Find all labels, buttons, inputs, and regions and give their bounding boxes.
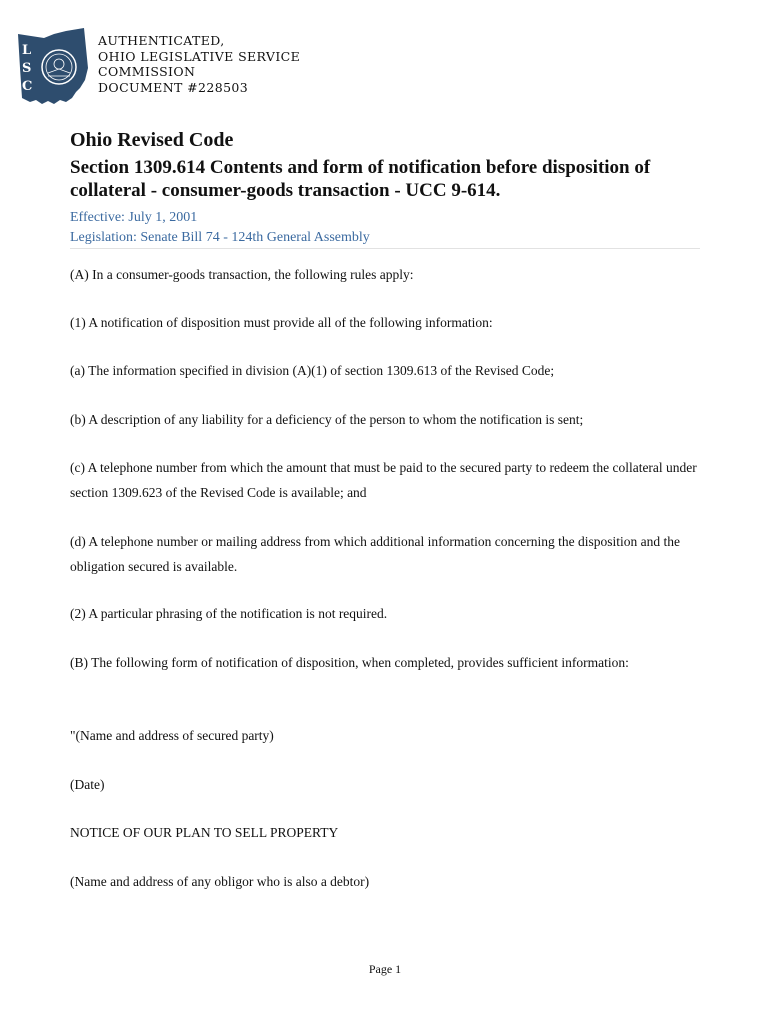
legislation: Legislation: Senate Bill 74 - 124th General Assembly xyxy=(70,230,370,245)
stamp-line-4: DOCUMENT #228503 xyxy=(98,79,249,95)
header-divider xyxy=(70,248,700,249)
paragraph-a: (A) In a consumer-goods transaction, the following rules apply: xyxy=(70,267,414,282)
form-date: (Date) xyxy=(70,777,105,792)
lsc-ohio-logo xyxy=(14,28,90,106)
metadata xyxy=(70,208,700,248)
paragraph-a-1-d: (d) A telephone number or mailing address from which additional information concerning the disposition and the obligation secured is available. xyxy=(70,534,680,574)
code-title: Ohio Revised Code xyxy=(70,129,234,151)
paragraph-a-1-b: (b) A description of any liability for a deficiency of the person to whom the notification is sent; xyxy=(70,412,584,427)
form-obligor: (Name and address of any obligor who is also a debtor) xyxy=(70,874,370,889)
paragraph-a-1: (1) A notification of disposition must provide all of the following information: xyxy=(70,315,493,330)
stamp-line-1: AUTHENTICATED, xyxy=(98,33,225,48)
logo-letter-s: S xyxy=(22,61,32,76)
document-header xyxy=(70,128,700,248)
paragraph-a-2: (2) A particular phrasing of the notification is not required. xyxy=(70,606,388,621)
stamp-line-3: COMMISSION xyxy=(98,64,196,79)
paragraph-a-1-c: (c) A telephone number from which the amount that must be paid to the secured party to redeem the collateral under section 1309.623 of the Revised Code is available; and xyxy=(70,460,697,500)
paragraph-b: (B) The following form of notification of disposition, when completed, provides sufficient information: xyxy=(70,655,629,670)
effective-date: Effective: July 1, 2001 xyxy=(70,210,198,225)
authentication-stamp xyxy=(98,33,300,95)
form-notice-heading: NOTICE OF OUR PLAN TO SELL PROPERTY xyxy=(70,825,339,840)
stamp-line-2: OHIO LEGISLATIVE SERVICE xyxy=(98,48,301,64)
section-title: Section 1309.614 Contents and form of notification before disposition of collateral - consumer-goods transaction - UCC 9-614. xyxy=(70,157,651,201)
form-secured-party: "(Name and address of secured party) xyxy=(70,728,274,743)
paragraph-a-1-a: (a) The information specified in division (A)(1) of section 1309.613 of the Revised Code; xyxy=(70,363,555,378)
logo-letter-c: C xyxy=(22,79,33,94)
page-number: Page 1 xyxy=(368,962,402,976)
logo-letter-l: L xyxy=(22,43,32,58)
